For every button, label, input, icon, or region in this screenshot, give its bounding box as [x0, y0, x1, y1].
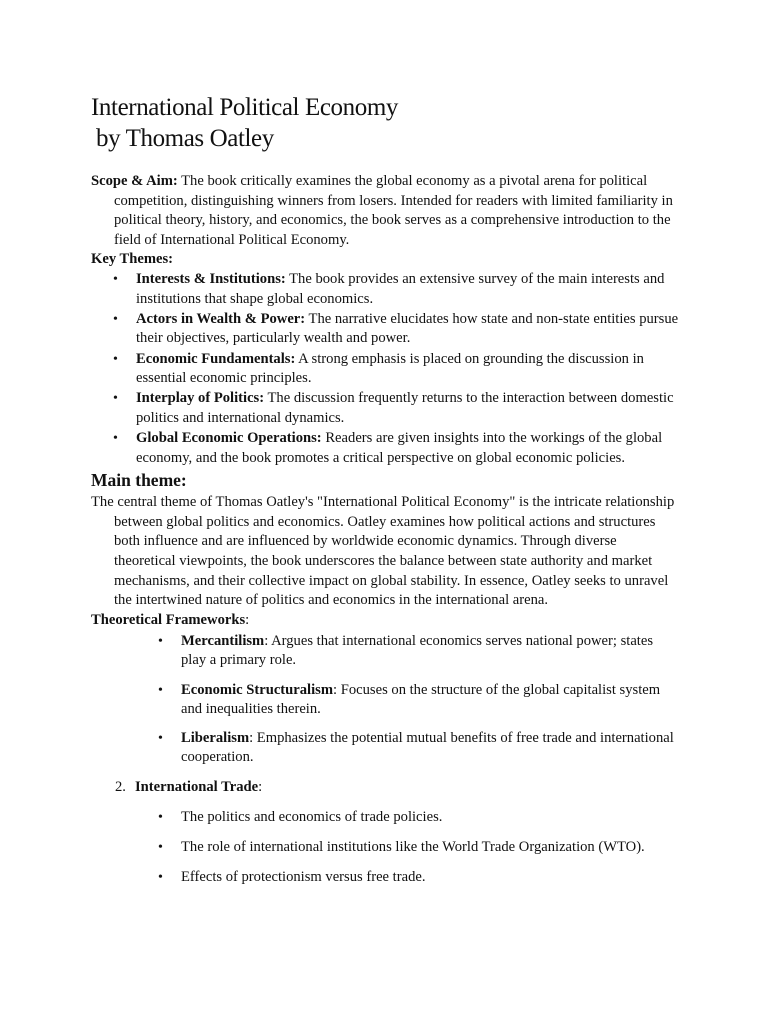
list-item: • Effects of protectionism versus free trade.	[91, 868, 680, 887]
key-themes-list	[91, 270, 680, 468]
list-item: • Interests & Institutions: The book provides an extensive survey of the main interests and institutions that shape global economics.	[91, 270, 680, 309]
trade-number: 2.	[115, 778, 126, 795]
scope-text: The book critically examines the global economy as a pivotal arena for political competition, distinguishing winners from losers. Intended for readers with limited familiarity in political theory, history, and economics, the book serves as a comprehensive introduction to the field of International Political Economy.	[114, 173, 673, 248]
trade-heading: 2. International Trade:	[115, 778, 263, 795]
list-item: • Economic Structuralism: Focuses on the structure of the global capitalist system and inequalities therein.	[91, 681, 680, 719]
list-item: • Economic Fundamentals: A strong emphasis is placed on grounding the discussion in essential economic principles.	[91, 350, 680, 389]
frameworks-list	[91, 632, 680, 767]
document-title	[91, 92, 680, 154]
main-theme-paragraph: The central theme of Thomas Oatley's "International Political Economy" is the intricate relationship between global politics and economics. Oatley examines how political actions and structures both influence and are influenced by worldwide economic dynamics. Through diverse theoretical viewpoints, the book underscores the balance between state authority and market mechanisms, and their collective impact on global stability. In essence, Oatley seeks to unravel the intertwined nature of politics and economics in the international arena.	[91, 494, 675, 609]
main-theme-heading: Main theme:	[91, 470, 187, 491]
list-item: • Mercantilism: Argues that international economics serves national power; states play a primary role.	[91, 632, 680, 670]
scope-paragraph	[91, 172, 680, 250]
scope-label: Scope & Aim:	[91, 173, 178, 189]
trade-list	[91, 808, 680, 887]
list-item: • The role of international institutions like the World Trade Organization (WTO).	[91, 838, 680, 857]
list-item: • Interplay of Politics: The discussion frequently returns to the interaction between domestic politics and international dynamics.	[91, 389, 680, 428]
title-line-1: International Political Economy	[91, 94, 398, 121]
list-item: • Liberalism: Emphasizes the potential mutual benefits of free trade and international cooperation.	[91, 729, 680, 767]
list-item: • Global Economic Operations: Readers are given insights into the workings of the global economy, and the book promotes a critical perspective on global economic policies.	[91, 429, 680, 468]
list-item: • Actors in Wealth & Power: The narrative elucidates how state and non-state entities pursue their objectives, particularly wealth and power.	[91, 310, 680, 349]
list-item: • The politics and economics of trade policies.	[91, 808, 680, 827]
key-themes-heading: Key Themes:	[91, 251, 174, 268]
frameworks-heading: Theoretical Frameworks:	[91, 611, 250, 628]
title-line-2: by Thomas Oatley	[96, 125, 274, 152]
